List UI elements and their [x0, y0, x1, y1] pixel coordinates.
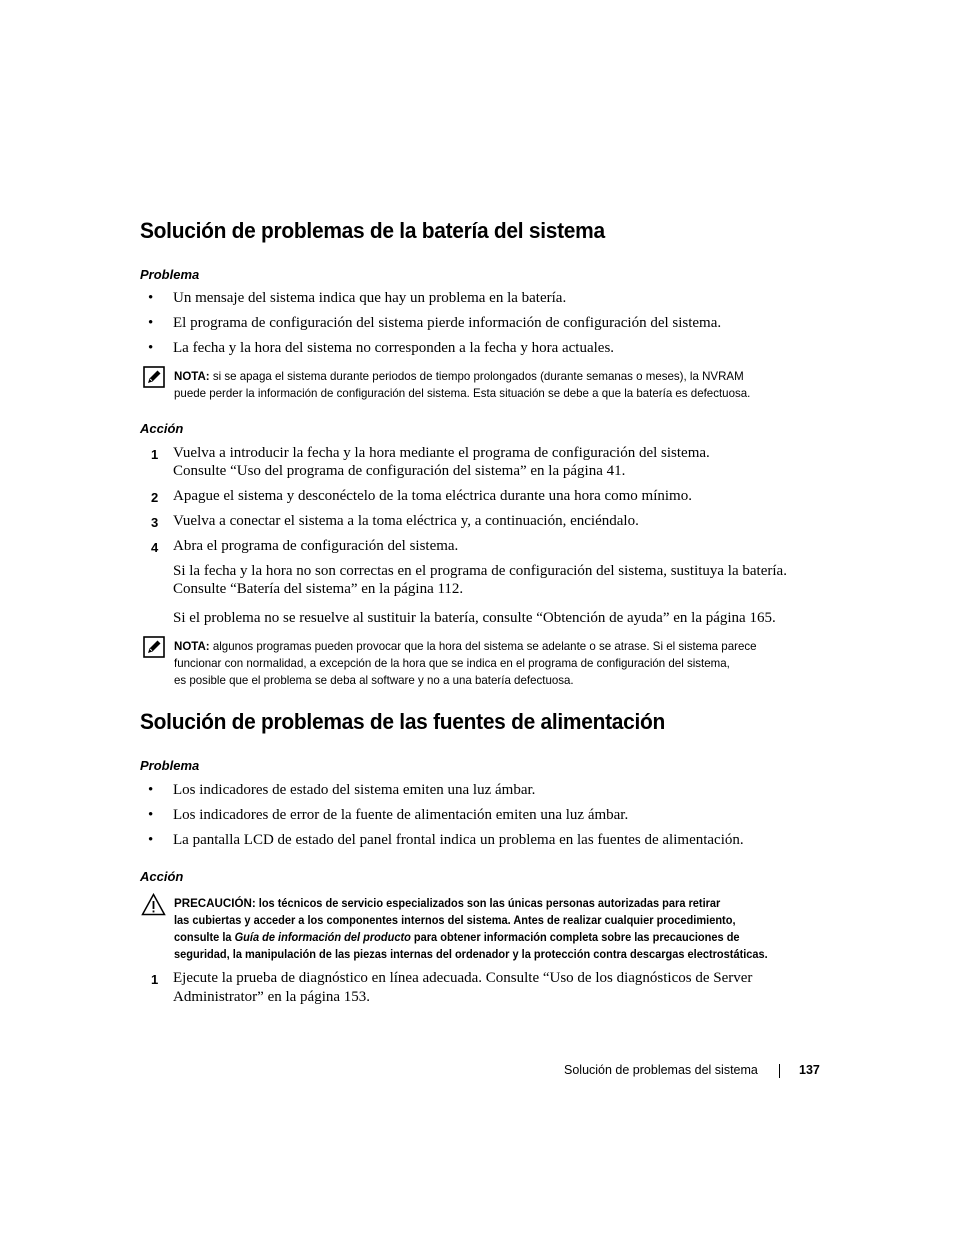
- caution-line1: [174, 896, 720, 910]
- caution-text: para obtener información completa sobre las precauciones de: [413, 931, 740, 944]
- problem-item: Un mensaje del sistema indica que hay un problema en la batería.: [173, 290, 567, 306]
- step-text: Consulte “Uso del programa de configuración del sistema” en la página 41.: [173, 463, 626, 479]
- footer-separator: [779, 1064, 780, 1078]
- step-number: 1: [151, 972, 159, 987]
- note-time-line1: [174, 639, 757, 653]
- problem-item: La fecha y la hora del sistema no corresponden a la fecha y hora actuales.: [173, 340, 615, 356]
- paragraph: Consulte “Batería del sistema” en la página 112.: [173, 581, 464, 597]
- step-text: Apague el sistema y desconéctelo de la toma eléctrica durante una hora como mínimo.: [173, 488, 692, 504]
- problem-item: El programa de configuración del sistema pierde información de configuración del sistema.: [173, 315, 722, 331]
- paragraph: Si el problema no se resuelve al sustituir la batería, consulte “Obtención de ayuda” en la página 165.: [173, 610, 776, 626]
- step-number: 2: [151, 490, 159, 505]
- step-text: Vuelva a introducir la fecha y la hora mediante el programa de configuración del sistema.: [173, 445, 710, 461]
- note-label: NOTA:: [174, 639, 210, 653]
- bullet: •: [148, 315, 154, 331]
- problem-item: Los indicadores de error de la fuente de alimentación emiten una luz ámbar.: [173, 807, 629, 823]
- pencil-note-icon: [143, 366, 165, 388]
- note-text: si se apaga el sistema durante periodos de tiempo prolongados (durante semanas o meses), la NVRAM: [212, 369, 744, 383]
- caution-line2: las cubiertas y acceder a los componentes internos del sistema. Antes de realizar cualquier procedimiento,: [174, 914, 736, 927]
- pencil-note-icon: [143, 636, 165, 658]
- note-time-line2: funcionar con normalidad, a excepción de la hora que se indica en el programa de configuración del sistema,: [174, 656, 730, 670]
- caution-line4: seguridad, la manipulación de las piezas internas del ordenador y la protección contra descargas electrostáticas.: [174, 948, 768, 961]
- problem-item: La pantalla LCD de estado del panel frontal indica un problema en las fuentes de alimentación.: [173, 832, 744, 848]
- step-number: 4: [151, 540, 159, 555]
- note-label: NOTA:: [174, 369, 210, 383]
- action-label: Acción: [140, 421, 184, 436]
- bullet: •: [148, 290, 154, 306]
- bullet: •: [148, 832, 154, 848]
- problem-label: Problema: [140, 758, 200, 773]
- bullet: •: [148, 782, 154, 798]
- bullet: •: [148, 340, 154, 356]
- caution-text: consulte la: [174, 931, 232, 944]
- paragraph: Si la fecha y la hora no son correctas en el programa de configuración del sistema, sustituya la batería.: [173, 563, 787, 579]
- note-text: algunos programas pueden provocar que la hora del sistema se adelante o se atrase. Si el sistema parece: [212, 639, 757, 653]
- caution-text: los técnicos de servicio especializados son las únicas personas autorizadas para retirar: [258, 897, 721, 910]
- warning-triangle-icon: [141, 893, 166, 916]
- footer-section-title: Solución de problemas del sistema: [564, 1063, 758, 1077]
- problem-label: Problema: [140, 267, 200, 282]
- page-number: 137: [799, 1063, 820, 1077]
- step-text: Ejecute la prueba de diagnóstico en línea adecuada. Consulte “Uso de los diagnósticos de Server: [173, 970, 753, 986]
- step-text: Administrator” en la página 153.: [173, 989, 371, 1005]
- caution-line3: [174, 931, 740, 944]
- step-text: Abra el programa de configuración del sistema.: [173, 538, 459, 554]
- step-number: 3: [151, 515, 159, 530]
- section-title-battery: Solución de problemas de la batería del sistema: [140, 218, 605, 243]
- section-title-power-supplies: Solución de problemas de las fuentes de alimentación: [140, 709, 666, 734]
- step-number: 1: [151, 447, 159, 462]
- note-battery-line1: [174, 369, 744, 383]
- caution-label: PRECAUCIÓN:: [174, 896, 256, 910]
- note-battery-line2: puede perder la información de configuración del sistema. Esta situación se debe a que la batería es defectuosa.: [174, 386, 751, 400]
- bullet: •: [148, 807, 154, 823]
- product-guide-title: Guía de información del producto: [234, 931, 411, 944]
- note-time-line3: es posible que el problema se deba al software y no a una batería defectuosa.: [174, 673, 574, 687]
- problem-item: Los indicadores de estado del sistema emiten una luz ámbar.: [173, 782, 536, 798]
- step-text: Vuelva a conectar el sistema a la toma eléctrica y, a continuación, enciéndalo.: [173, 513, 639, 529]
- action-label: Acción: [140, 869, 184, 884]
